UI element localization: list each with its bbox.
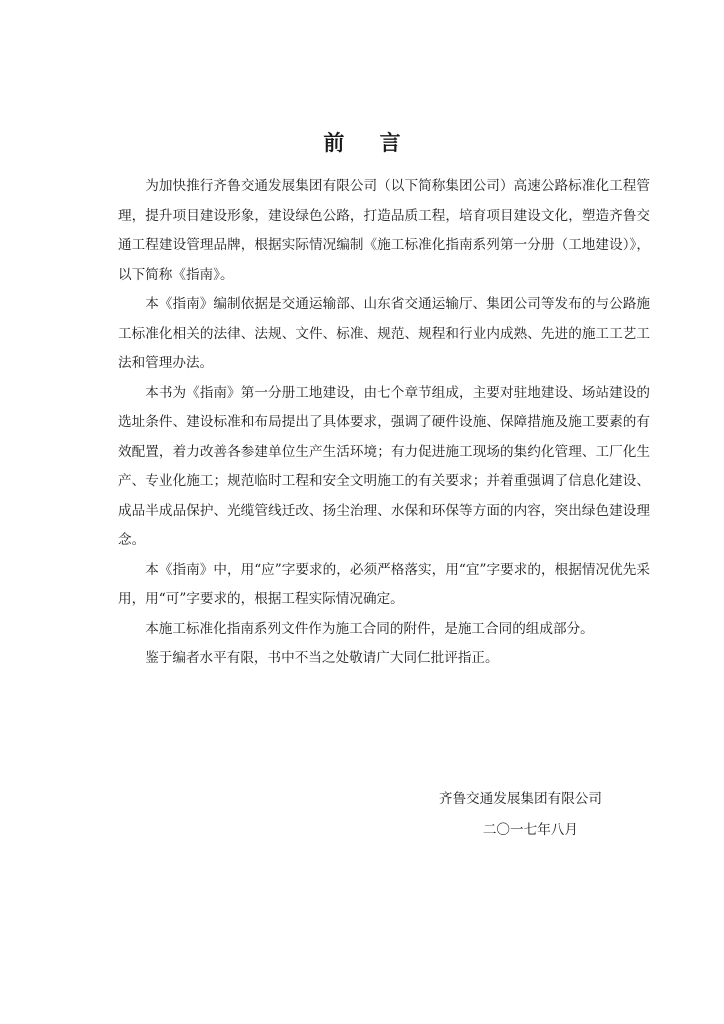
paragraph-contents: 本书为《指南》第一分册工地建设，由七个章节组成，主要对驻地建设、场站建设的选址条件、建设标准和布局提出了具体要求，强调了硬件设施、保障措施及施工要素的有效配置，着力改善各参建单位生产生活环境；有力促进施工现场的集约化管理、工厂化生产、专业化施工；规范临时工程和安全文明施工的有关要求；并着重强调了信息化建设、成品半成品保护、光缆管线迁改、扬尘治理、水保和环保等方面的内容，突出绿色建设理念。 — [118, 384, 650, 548]
paragraph-purpose: 为加快推行齐鲁交通发展集团有限公司（以下简称集团公司）高速公路标准化工程管理，提升项目建设形象，建设绿色公路，打造品质工程，培育项目建设文化，塑造齐鲁交通工程建设管理品牌，根据实际情况编制《施工标准化指南系列第一分册（工地建设）》，以下简称《指南》。 — [118, 178, 650, 283]
signature-date: 二〇一七年八月 — [482, 822, 578, 838]
signature-organization: 齐鲁交通发展集团有限公司 — [438, 791, 602, 807]
paragraph-basis: 本《指南》编制依据是交通运输部、山东省交通运输厅、集团公司等发布的与公路施工标准化相关的法律、法规、文件、标准、规范、规程和行业内成熟、先进的施工工艺工法和管理办法。 — [118, 296, 650, 371]
paragraph-feedback: 鉴于编者水平有限，书中不当之处敬请广大同仁批评指正。 — [145, 650, 499, 666]
paragraph-requirement-terms: 本《指南》中，用“应”字要求的，必须严格落实，用“宜”字要求的，根据情况优先采用，用“可”字要求的，根据工程实际情况确定。 — [118, 561, 650, 607]
page-title: 前 言 — [323, 130, 415, 155]
preface-body — [118, 172, 650, 674]
paragraph-contract-attachment: 本施工标准化指南系列文件作为施工合同的附件，是施工合同的组成部分。 — [145, 620, 594, 637]
